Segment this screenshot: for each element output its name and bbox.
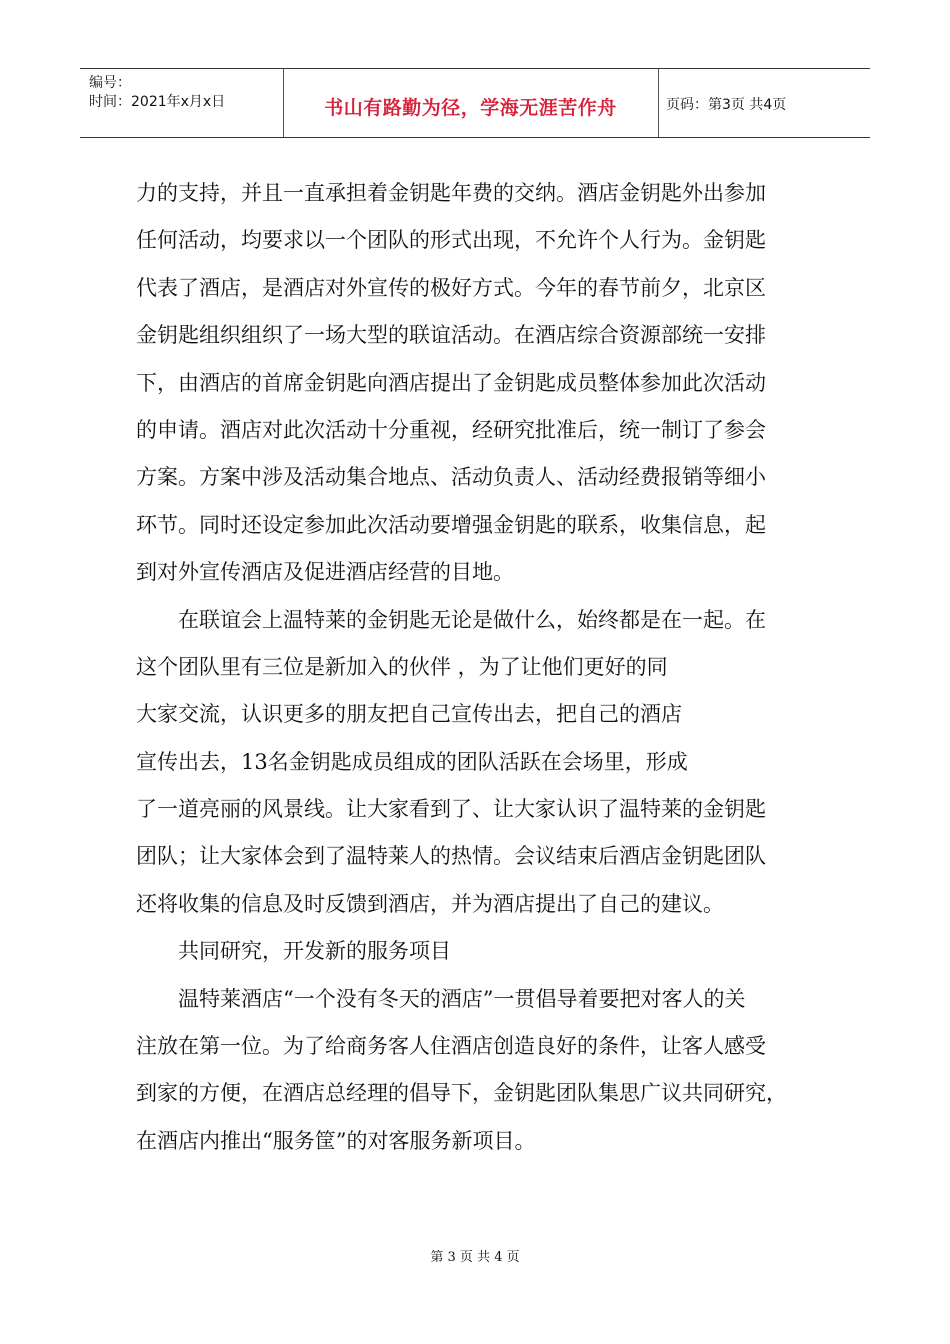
body-text-line: 还将收集的信息及时反馈到酒店，并为酒店提出了自己的建议。 <box>136 891 724 916</box>
body-text-line: 在联谊会上温特莱的金钥匙无论是做什么，始终都是在一起。在 <box>136 607 766 632</box>
document-body <box>136 170 836 1165</box>
body-text-line: 金钥匙组织组织了一场大型的联谊活动。在酒店综合资源部统一安排 <box>136 323 766 348</box>
page-footer: 第 3 页 共 4 页 <box>430 1250 520 1265</box>
body-text-line: 环节。同时还设定参加此次活动要增强金钥匙的联系，收集信息，起 <box>136 512 766 537</box>
body-text-line: 任何活动，均要求以一个团队的形式出现，不允许个人行为。金钥匙 <box>136 228 766 253</box>
header-info-cell <box>80 69 284 137</box>
body-text-line: 宣传出去，13名金钥匙成员组成的团队活跃在会场里，形成 <box>136 749 688 774</box>
body-text-line: 大家交流，认识更多的朋友把自己宣传出去，把自己的酒店 <box>136 702 682 727</box>
body-text-line: 下，由酒店的首席金钥匙向酒店提出了金钥匙成员整体参加此次活动 <box>136 370 766 395</box>
body-text-line: 团队；让大家体会到了温特莱人的热情。会议结束后酒店金钥匙团队 <box>136 844 766 869</box>
document-date-label: 时间：2021年x月x日 <box>89 94 226 110</box>
body-text-line: 方案。方案中涉及活动集合地点、活动负责人、活动经费报销等细小 <box>136 465 766 490</box>
body-text-line: 了一道亮丽的风景线。让大家看到了、让大家认识了温特莱的金钥匙 <box>136 797 766 822</box>
header-motto-cell <box>283 69 659 137</box>
header-motto: 书山有路勤为径，学海无涯苦作舟 <box>324 97 617 119</box>
body-text-line: 温特莱酒店“一个没有冬天的酒店”一贯倡导着要把对客人的关 <box>136 986 746 1011</box>
body-text-line: 的申请。酒店对此次活动十分重视，经研究批准后，统一制订了参会 <box>136 417 766 442</box>
header-page-number: 页码：第3页 共4页 <box>666 97 787 113</box>
page-header <box>80 68 870 138</box>
body-text-line: 这个团队里有三位是新加入的伙伴 ，为了让他们更好的同 <box>136 654 668 679</box>
body-text-line: 代表了酒店，是酒店对外宣传的极好方式。今年的春节前夕，北京区 <box>136 275 766 300</box>
body-text-line: 到对外宣传酒店及促进酒店经营的目地。 <box>136 560 514 585</box>
body-text-line: 共同研究，开发新的服务项目 <box>136 939 451 964</box>
body-text-line: 到家的方便，在酒店总经理的倡导下，金钥匙团队集思广议共同研究， <box>136 1081 787 1106</box>
body-text-line: 在酒店内推出“服务筐”的对客服务新项目。 <box>136 1128 536 1153</box>
header-page-cell <box>658 69 870 137</box>
body-text-line: 力的支持，并且一直承担着金钥匙年费的交纳。酒店金钥匙外出参加 <box>136 181 766 205</box>
body-text-line: 注放在第一位。为了给商务客人住酒店创造良好的条件，让客人感受 <box>136 1034 766 1059</box>
document-number-label: 编号： <box>89 75 131 91</box>
